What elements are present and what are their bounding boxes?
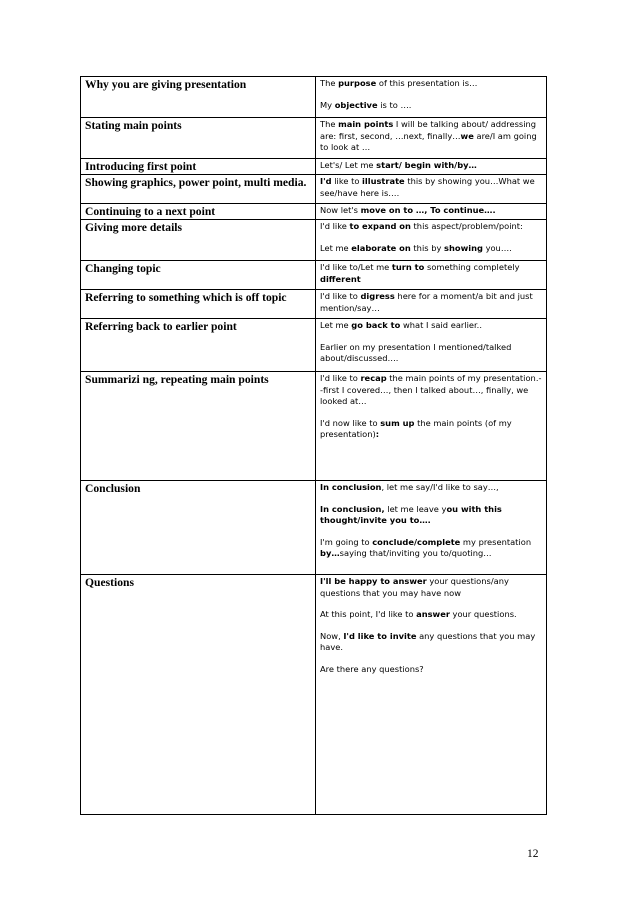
phrase-text: My — [320, 99, 335, 110]
phrase-paragraph — [320, 418, 542, 441]
phrase-paragraph — [320, 631, 542, 654]
phrase-text: let me leave y — [384, 503, 447, 514]
phrase-text: At this point, I'd like to — [320, 609, 417, 620]
phrase-cell — [316, 319, 547, 372]
key-phrase: start/ begin with/by… — [376, 160, 477, 170]
phrase-cell — [316, 175, 547, 204]
phrase-text: this by — [410, 242, 445, 253]
phrase-text: The — [320, 78, 339, 88]
phrase-text: I'd now like to — [320, 417, 381, 428]
phrase-cell — [316, 575, 547, 815]
phrase-cell — [316, 204, 547, 220]
table-row — [81, 175, 547, 204]
table-row — [81, 220, 547, 261]
function-label: Why you are giving presentation — [81, 77, 316, 118]
table-row — [81, 204, 547, 220]
key-phrase: digress — [360, 291, 395, 301]
phrase-text: Are there any questions? — [320, 663, 424, 674]
key-phrase: recap — [360, 373, 387, 383]
table-row — [81, 372, 547, 481]
key-phrase: main points — [338, 119, 394, 129]
phrase-text: I'd like to — [320, 291, 361, 301]
phrase-paragraph — [320, 243, 542, 255]
phrase-text: your questions/any questions that you may have now — [320, 576, 509, 598]
phrase-paragraph — [320, 221, 542, 233]
key-phrase: different — [320, 273, 361, 284]
phrase-text: The — [320, 119, 339, 129]
key-phrase: by… — [320, 548, 340, 559]
key-phrase: answer — [416, 609, 450, 620]
phrase-paragraph — [320, 482, 542, 494]
presentation-phrases-table — [80, 76, 547, 815]
key-phrase: showing — [444, 242, 483, 253]
key-phrase: I'd like to invite — [343, 630, 417, 641]
page-number: 12 — [527, 848, 539, 860]
phrase-cell — [316, 220, 547, 261]
function-label: Giving more details — [81, 220, 316, 261]
key-phrase: turn to — [391, 262, 425, 272]
key-phrase: illustrate — [362, 176, 405, 186]
phrase-text: Let me — [320, 320, 352, 330]
phrase-paragraph — [320, 78, 542, 90]
table-row — [81, 261, 547, 290]
phrase-text: are/I am going to look at … — [320, 130, 537, 153]
phrase-text: my presentation — [460, 536, 532, 547]
phrase-text: this aspect/problem/point: — [410, 221, 523, 231]
phrase-text: Now, — [320, 630, 344, 641]
key-phrase: objective — [334, 99, 378, 110]
phrase-paragraph — [320, 119, 542, 154]
key-phrase: go back to — [351, 320, 401, 330]
key-phrase: elaborate on — [351, 242, 411, 253]
phrase-text: Let me — [320, 242, 352, 253]
key-phrase: move on to …, To continue…. — [360, 205, 496, 215]
phrase-text: of this presentation is… — [376, 78, 478, 88]
phrase-paragraph — [320, 100, 542, 112]
function-label: Stating main points — [81, 118, 316, 159]
key-phrase: ou with this thought/invite you to…. — [320, 503, 502, 526]
key-phrase: In conclusion — [320, 482, 382, 492]
phrase-paragraph — [320, 342, 542, 365]
function-label: Showing graphics, power point, multi media. — [81, 175, 316, 204]
key-phrase: we — [460, 130, 474, 141]
phrase-text: your questions. — [449, 609, 517, 620]
key-phrase: to expand on — [349, 221, 411, 231]
phrase-text: something completely — [424, 262, 520, 272]
table-row — [81, 481, 547, 575]
function-label: Changing topic — [81, 261, 316, 290]
function-label: Continuing to a next point — [81, 204, 316, 220]
phrase-paragraph — [320, 291, 542, 314]
function-label: Questions — [81, 575, 316, 815]
phrase-text: saying that/inviting you to/quoting… — [339, 548, 492, 559]
phrase-text: you…. — [482, 242, 512, 253]
phrase-paragraph — [320, 504, 542, 527]
phrase-text: Now let's — [320, 205, 361, 215]
phrase-text: the main points (of my presentation) — [320, 417, 512, 440]
key-phrase: I'll be happy to answer — [320, 576, 427, 586]
phrase-text: like to — [331, 176, 363, 186]
phrase-cell — [316, 77, 547, 118]
key-phrase: sum up — [380, 417, 415, 428]
phrase-cell — [316, 159, 547, 175]
phrase-paragraph — [320, 205, 542, 217]
function-label: Conclusion — [81, 481, 316, 575]
phrase-paragraph — [320, 373, 542, 408]
phrase-text: I'd like to/Let me — [320, 262, 392, 272]
function-label: Referring back to earlier point — [81, 319, 316, 372]
table-row — [81, 118, 547, 159]
function-label: Referring to something which is off topic — [81, 290, 316, 319]
phrase-text: , let me say/I'd like to say…, — [381, 482, 499, 492]
phrase-text: what I said earlier.. — [400, 320, 482, 330]
key-phrase: I'd — [320, 176, 332, 186]
table-row — [81, 290, 547, 319]
key-phrase: In conclusion, — [320, 503, 385, 514]
phrase-cell — [316, 290, 547, 319]
phrase-text: I will be talking about/ addressing are: first, second, …next, finally… — [320, 119, 537, 141]
key-phrase: : — [375, 429, 380, 440]
phrase-cell — [316, 261, 547, 290]
phrase-paragraph — [320, 176, 542, 199]
phrase-text: I'd like — [320, 221, 350, 231]
phrase-paragraph — [320, 320, 542, 332]
function-label: Summarizi ng, repeating main points — [81, 372, 316, 481]
table-row — [81, 575, 547, 815]
phrase-paragraph — [320, 262, 542, 285]
phrase-paragraph — [320, 576, 542, 599]
phrase-text: is to …. — [377, 99, 412, 110]
function-label: Introducing first point — [81, 159, 316, 175]
phrase-text: I'd like to — [320, 373, 361, 383]
phrase-text: this by showing you…What we see/have here is…. — [320, 176, 535, 198]
phrase-paragraph — [320, 609, 542, 621]
phrase-text: the main points of my presentation.--first I covered…, then I talked about…, finally, we looked at… — [320, 373, 542, 407]
phrase-cell — [316, 118, 547, 159]
phrase-cell — [316, 372, 547, 481]
table-row — [81, 159, 547, 175]
phrase-paragraph — [320, 537, 542, 560]
phrase-text: Earlier on my presentation I mentioned/talked about/discussed…. — [320, 341, 512, 364]
table-row — [81, 319, 547, 372]
phrase-text: I'm going to — [320, 536, 373, 547]
phrase-text: any questions that you may have. — [320, 630, 536, 653]
phrase-paragraph — [320, 160, 542, 172]
phrase-text: Let's/ Let me — [320, 160, 377, 170]
key-phrase: conclude/complete — [372, 536, 461, 547]
table-row — [81, 77, 547, 118]
phrase-cell — [316, 481, 547, 575]
table-body — [81, 77, 547, 815]
phrase-text: here for a moment/a bit and just mention/say… — [320, 291, 533, 313]
phrase-paragraph — [320, 664, 542, 676]
key-phrase: purpose — [338, 78, 377, 88]
